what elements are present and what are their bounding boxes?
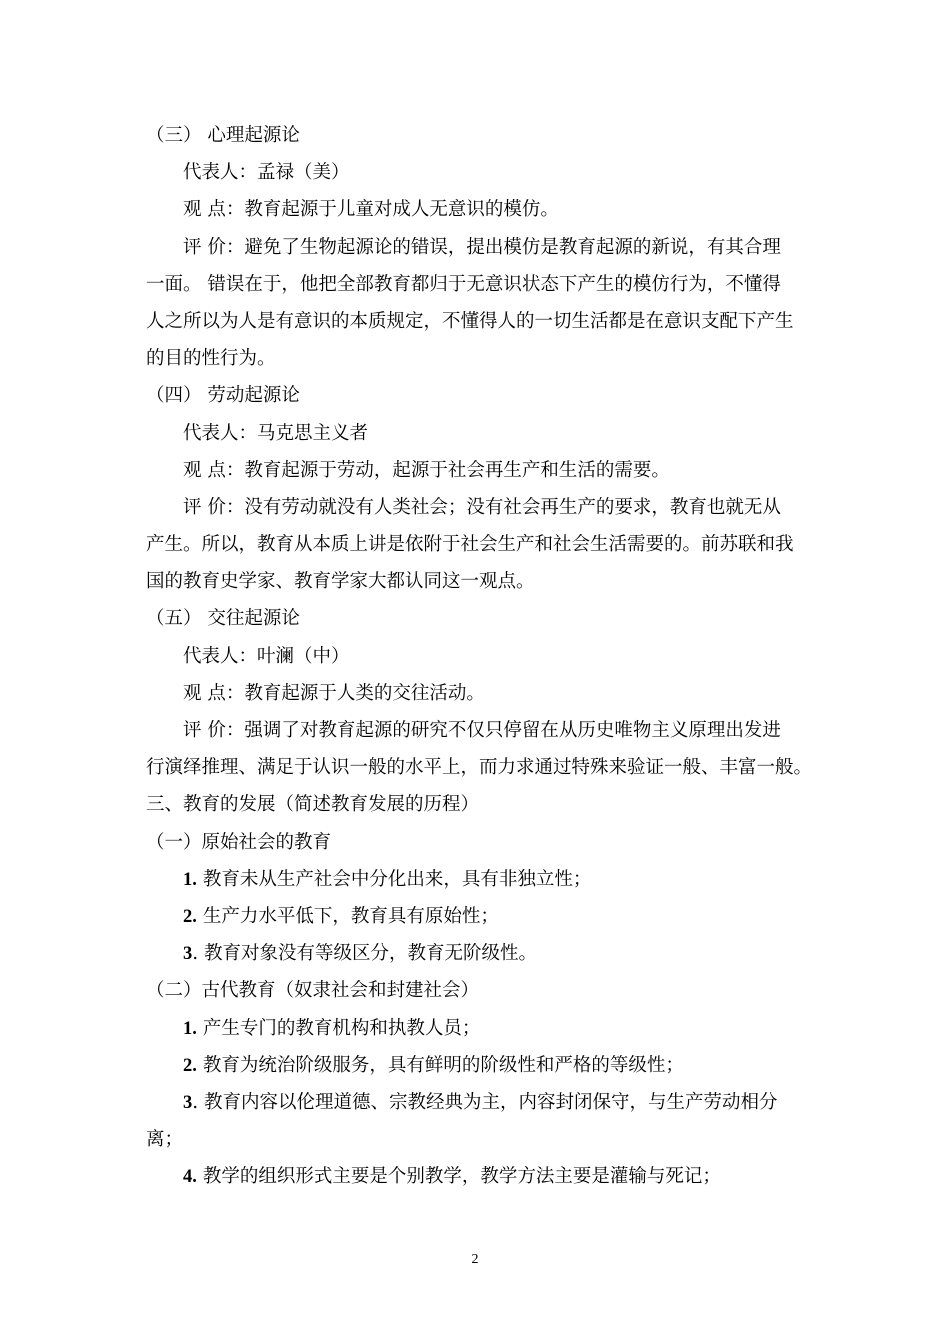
representative-line: 代表人：马克思主义者 (183, 422, 369, 444)
evaluation-line: 的目的性行为。 (146, 348, 276, 370)
chapter-heading-education-development: 三、教育的发展（简述教育发展的历程） (146, 794, 480, 816)
page-body (146, 117, 813, 1195)
evaluation-line: 一面。 错误在于，他把全部教育都归于无意识状态下产生的模仿行为，不懂得 (146, 273, 781, 295)
list-item-number: 2. (183, 906, 197, 927)
evaluation-line: 评 价：强调了对教育起源的研究不仅只停留在从历史唯物主义原理出发进 (183, 720, 781, 741)
representative-line: 代表人：孟禄（美） (183, 162, 350, 184)
list-item (146, 1010, 810, 1047)
subsection-heading-ancient-education: （二）古代教育（奴隶社会和封建社会） (146, 980, 480, 1002)
list-item (146, 1158, 810, 1195)
viewpoint-line: 观 点：教育起源于劳动，起源于社会再生产和生活的需要。 (183, 459, 670, 481)
section-heading-psychological-origin: （三） 心理起源论 (146, 125, 300, 146)
list-item-number: 3 (183, 944, 193, 965)
list-item-number: 1. (183, 869, 197, 890)
list-item-text: 产生专门的教育机构和执教人员； (202, 1017, 481, 1039)
evaluation-line: 行演绎推理、满足于认识一般的水平上，而力求通过特殊来验证一般、丰富一般。 (146, 757, 813, 779)
evaluation-line: 产生。所以，教育从本质上讲是依附于社会生产和社会生活需要的。前苏联和我 (146, 534, 794, 556)
list-item-text: 教学的组织形式主要是个别教学，教学方法主要是灌输与死记； (202, 1166, 721, 1188)
viewpoint-line: 观 点：教育起源于儿童对成人无意识的模仿。 (183, 199, 559, 221)
list-item-continuation: 离； (146, 1129, 184, 1151)
list-item (146, 935, 810, 972)
list-item-text: 教育未从生产社会中分化出来，具有非独立性； (202, 868, 592, 890)
list-item-number: 2. (183, 1055, 197, 1076)
list-item-text: 生产力水平低下，教育具有原始性； (202, 905, 499, 927)
evaluation-line: 人之所以为人是有意识的本质规定，不懂得人的一切生活都是在意识支配下产生 (146, 310, 794, 332)
list-item (146, 898, 810, 935)
evaluation-line: 评 价：避免了生物起源论的错误，提出模仿是教育起源的新说，有其合理 (183, 236, 781, 258)
list-item-text: . 教育对象没有等级区分，教育无阶级性。 (192, 943, 538, 965)
evaluation-line: 评 价：没有劳动就没有人类社会；没有社会再生产的要求，教育也就无从 (183, 496, 781, 518)
list-item (146, 1084, 810, 1121)
list-item-number: 4. (183, 1167, 197, 1188)
list-item-number: 3 (183, 1092, 193, 1113)
list-item-text: . 教育内容以伦理道德、宗教经典为主，内容封闭保守，与生产劳动相分 (192, 1091, 778, 1113)
representative-line: 代表人：叶澜（中） (183, 645, 350, 667)
list-item-number: 1. (183, 1018, 197, 1039)
section-heading-communication-origin: （五） 交往起源论 (146, 608, 300, 630)
list-item-text: 教育为统治阶级服务，具有鲜明的阶级性和严格的等级性； (202, 1054, 684, 1076)
viewpoint-line: 观 点：教育起源于人类的交往活动。 (183, 682, 485, 704)
list-item (146, 861, 810, 898)
page-number: 2 (471, 1252, 479, 1267)
subsection-heading-primitive-education: （一）原始社会的教育 (146, 831, 332, 853)
section-heading-labor-origin: （四） 劳动起源论 (146, 385, 300, 407)
evaluation-line: 国的教育史学家、教育学家大都认同这一观点。 (146, 571, 535, 593)
list-item (146, 1047, 810, 1084)
